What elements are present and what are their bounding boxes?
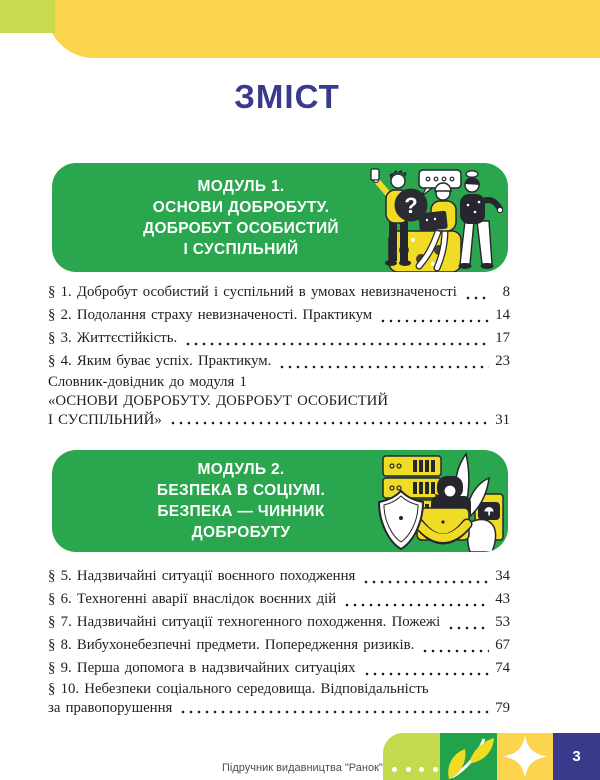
toc-item-page: 43 bbox=[495, 591, 510, 607]
dot-leader bbox=[278, 365, 489, 369]
toc-module-1 bbox=[48, 281, 510, 429]
toc-item bbox=[48, 657, 510, 680]
dot-leader bbox=[179, 710, 489, 714]
toc-item bbox=[48, 680, 510, 718]
module-1-heading-line: І СУСПІЛЬНИЙ bbox=[183, 240, 299, 258]
toc-item bbox=[48, 588, 510, 611]
leaf-icon bbox=[440, 733, 497, 780]
footer-dots-tile bbox=[383, 733, 440, 780]
toc-item-label: § 5. Надзвичайні ситуації воєнного походження bbox=[48, 568, 356, 584]
corner-lime-block bbox=[0, 0, 55, 33]
toc-item bbox=[48, 281, 510, 304]
module-2-banner bbox=[52, 450, 508, 552]
toc-item bbox=[48, 327, 510, 350]
toc-item-page: 53 bbox=[495, 614, 510, 630]
toc-item-label: § 1. Добробут особистий і суспільний в умовах невизначеності bbox=[48, 284, 457, 300]
module-2-heading-line: МОДУЛЬ 2. bbox=[197, 461, 285, 478]
dot-leader bbox=[184, 342, 489, 346]
people-discussion-illustration bbox=[359, 165, 504, 272]
dot-leader bbox=[421, 649, 489, 653]
module-1-heading-line: МОДУЛЬ 1. bbox=[197, 177, 285, 195]
publisher-caption: Підручник видавництва "Ранок" bbox=[222, 762, 383, 774]
toc-item-label: І СУСПІЛЬНИЙ» bbox=[48, 411, 162, 428]
toc-item-page: 31 bbox=[495, 411, 510, 428]
toc-item-label: § 8. Вибухонебезпечні предмети. Попередження ризиків. bbox=[48, 637, 415, 653]
dot-leader bbox=[379, 319, 489, 323]
module-1-banner bbox=[52, 163, 508, 272]
toc-item bbox=[48, 565, 510, 588]
toc-item-page: 17 bbox=[495, 330, 510, 346]
module-1-heading-line: ДОБРОБУТ ОСОБИСТИЙ bbox=[143, 219, 339, 237]
toc-item-label: за правопорушення bbox=[48, 699, 173, 716]
toc-item-page: 23 bbox=[495, 353, 510, 369]
toc-item bbox=[48, 350, 510, 373]
page-number-tile bbox=[553, 733, 600, 780]
toc-item-label: § 6. Техногенні аварії внаслідок воєнних дій bbox=[48, 591, 337, 607]
toc-item bbox=[48, 634, 510, 657]
toc-item bbox=[48, 373, 510, 429]
toc-item-page: 79 bbox=[495, 699, 510, 716]
toc-module-2 bbox=[48, 565, 510, 718]
sparkle-star-icon bbox=[497, 733, 553, 780]
module-2-heading-line: БЕЗПЕКА — ЧИННИК bbox=[157, 503, 325, 520]
dot-leader bbox=[464, 296, 489, 300]
module-2-heading-line: БЕЗПЕКА В СОЦІУМІ. bbox=[156, 482, 326, 499]
toc-item-label: «ОСНОВИ ДОБРОБУТУ. ДОБРОБУТ ОСОБИСТИЙ bbox=[48, 392, 389, 409]
dot-leader bbox=[343, 603, 489, 607]
dot-leader bbox=[447, 626, 489, 630]
module-2-heading-line: ДОБРОБУТУ bbox=[191, 524, 291, 541]
toc-item-page: 74 bbox=[495, 660, 510, 676]
page-title: ЗМІСТ bbox=[234, 78, 340, 115]
dot-leader bbox=[169, 421, 489, 425]
dot-leader bbox=[362, 580, 489, 584]
footer-leaf-tile bbox=[440, 733, 497, 780]
svg-text:?: ? bbox=[404, 193, 418, 218]
footer-star-tile bbox=[497, 733, 553, 780]
security-servers-illustration bbox=[373, 452, 508, 552]
toc-item-label: § 3. Життєстійкість. bbox=[48, 330, 178, 346]
toc-item bbox=[48, 304, 510, 327]
dot-leader bbox=[363, 672, 489, 676]
footer-decoration-strip bbox=[383, 733, 600, 780]
header-yellow-band bbox=[45, 0, 600, 58]
toc-item-page: 67 bbox=[495, 637, 510, 653]
toc-item-page: 14 bbox=[495, 307, 510, 323]
toc-item-label: § 7. Надзвичайні ситуації техногенного походження. Пожежі bbox=[48, 614, 441, 630]
toc-item-label: § 10. Небезпеки соціального середовища. Відповідальність bbox=[48, 681, 429, 697]
toc-item bbox=[48, 611, 510, 634]
toc-item-label: § 2. Подолання страху невизначеності. Практикум bbox=[48, 307, 373, 323]
toc-item-page: 34 bbox=[495, 568, 510, 584]
four-dots-icon bbox=[392, 767, 438, 772]
toc-item-label: Словник-довідник до модуля 1 bbox=[48, 374, 247, 390]
module-1-heading-line: ОСНОВИ ДОБРОБУТУ. bbox=[152, 198, 330, 216]
toc-item-label: § 4. Яким буває успіх. Практикум. bbox=[48, 353, 272, 369]
toc-item-label: § 9. Перша допомога в надзвичайних ситуаціях bbox=[48, 660, 356, 676]
toc-item-page: 8 bbox=[502, 284, 510, 300]
page-number: 3 bbox=[572, 748, 581, 765]
